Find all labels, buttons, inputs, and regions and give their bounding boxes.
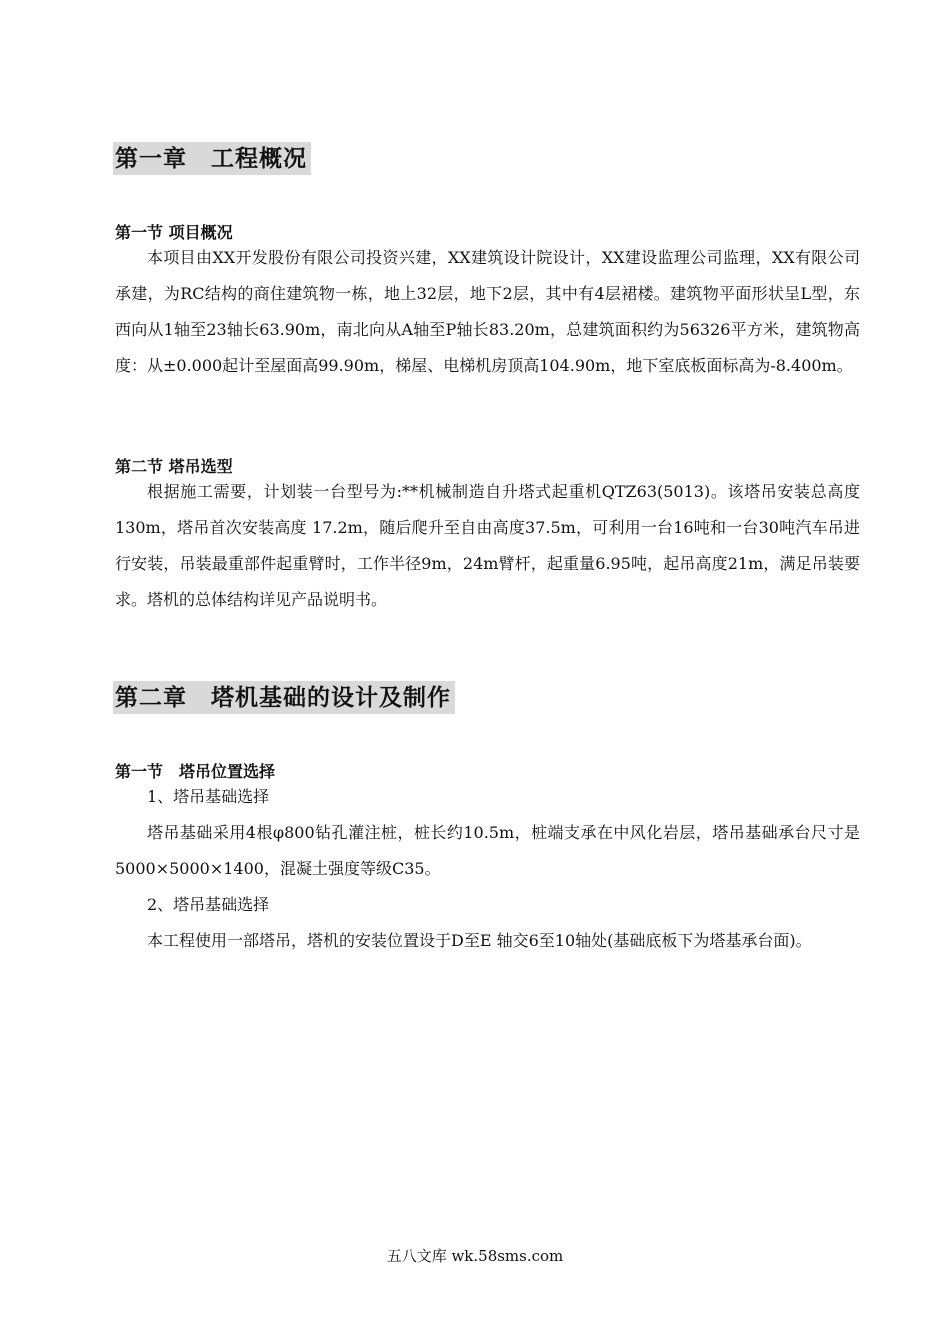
section-1-2-paragraph: 根据施工需要，计划装一台型号为:**机械制造自升塔式起重机QTZ63(5013)。该塔吊安装总高度 130m，塔吊首次安装高度 17.2m，随后爬升至自由高度37.5m，可利用一台16吨和一台30吨汽车吊进行安装，吊装最重部件起重臂时，工作半径9m，24m臂杆，起重量6.95吨，起吊高度21m，满足吊装要求。塔机的总体结构详见产品说明书。 xyxy=(115,482,860,609)
section-1-1-paragraph: 本项目由XX开发股份有限公司投资兴建，XX建筑设计院设计，XX建设监理公司监理，XX有限公司承建，为RC结构的商住建筑物一栋，地上32层，地下2层，其中有4层裙楼。建筑物平面形状呈L型，东西向从1轴至23轴长63.90m，南北向从A轴至P轴长83.20m，总建筑面积约为56326平方米，建筑物高度：从±0.000起计至屋面高99.90m，梯屋、电梯机房顶高104.90m，地下室底板面标高为-8.400m。 xyxy=(115,248,860,375)
page-footer[interactable]: 五八文库 wk.58sms.com xyxy=(386,1247,564,1265)
chapter-1-heading: 第一章 工程概况 xyxy=(113,142,311,175)
section-1-1-heading: 第一节 项目概况 xyxy=(115,223,233,242)
list-item-1-paragraph: 塔吊基础采用4根φ800钻孔灌注桩，桩长约10.5m，桩端支承在中风化岩层，塔吊基础承台尺寸是5000×5000×1400，混凝土强度等级C35。 xyxy=(115,823,860,878)
section-2-1-heading: 第一节 塔吊位置选择 xyxy=(115,762,276,781)
chapter-2-heading: 第二章 塔机基础的设计及制作 xyxy=(113,681,455,714)
list-item-1: 1、塔吊基础选择 xyxy=(147,787,270,806)
list-item-2-paragraph: 本工程使用一部塔吊，塔机的安装位置设于D至E 轴交6至10轴处(基础底板下为塔基承台面)。 xyxy=(147,931,812,950)
section-1-2-heading: 第二节 塔吊选型 xyxy=(115,457,233,476)
list-item-2: 2、塔吊基础选择 xyxy=(147,895,270,914)
